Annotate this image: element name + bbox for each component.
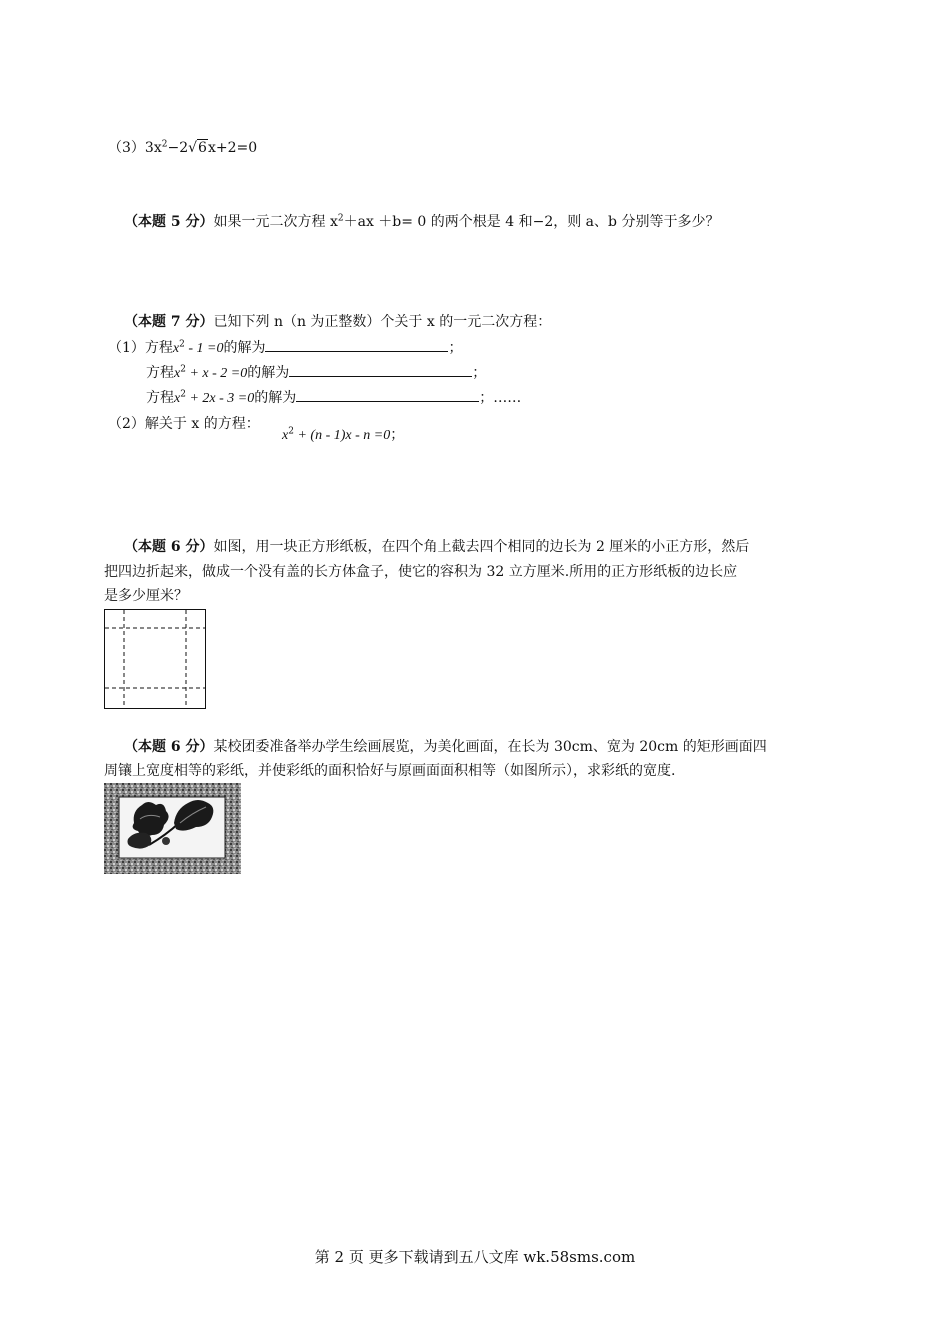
- sqrt-sign-icon: √: [188, 140, 198, 156]
- eq1-math-a: x: [172, 341, 180, 356]
- eq3-semicolon: ；: [479, 390, 494, 406]
- question-7pt-intro-text: 已知下列 n（n 为正整数）个关于 x 的一元二次方程：: [213, 314, 552, 330]
- eq4-math-b: + (n - 1)x - n =0: [293, 428, 391, 443]
- question-7pt-part2: [108, 414, 260, 434]
- eq1-math-b: - 1 =0: [184, 341, 224, 356]
- part-2-text: 解关于 x 的方程：: [144, 416, 260, 432]
- question-7pt-tag: （本题 7 分）: [124, 314, 214, 330]
- problem-3-coef: 2: [179, 140, 189, 156]
- question-7pt-eq1: [108, 337, 462, 359]
- problem-3-line: [108, 138, 257, 158]
- question-5pt-exponent: 2: [337, 213, 344, 224]
- eq3-answer-blank[interactable]: [296, 387, 479, 402]
- eq4-suffix: ；: [390, 427, 405, 443]
- page-footer: 第 2 页 更多下载请到五八文库 wk.58sms.com: [314, 1248, 636, 1266]
- eq1-suffix: 的解为: [223, 340, 266, 356]
- eq1-semicolon: ；: [448, 340, 463, 356]
- square-outline: [105, 610, 206, 709]
- question-5pt-text-a: 如果一元二次方程 x: [213, 214, 338, 230]
- eq4-exponent: 2: [288, 426, 294, 437]
- framed-painting-figure: [104, 783, 241, 874]
- eq2-exponent: 2: [180, 364, 186, 375]
- ellipsis: ……: [493, 390, 522, 406]
- eq2-math-b: + x - 2 =0: [185, 366, 248, 381]
- eq2-answer-blank[interactable]: [289, 362, 472, 377]
- bud-icon: [162, 837, 170, 845]
- question-box-tag: （本题 6 分）: [124, 539, 214, 555]
- question-painting-text-1: 某校团委准备举办学生绘画展览，为美化画面，在长为 30cm、宽为 20cm 的矩形画面四: [213, 739, 767, 755]
- cardboard-square-figure: [104, 609, 207, 710]
- question-painting-line2: [104, 761, 675, 781]
- eq2-semicolon: ；: [472, 365, 487, 381]
- problem-3-minus: −: [167, 140, 180, 156]
- eq3-suffix: 的解为: [254, 390, 297, 406]
- question-box-line2: [104, 562, 737, 582]
- eq2-suffix: 的解为: [247, 365, 290, 381]
- eq3-math-a: x: [174, 391, 181, 406]
- question-painting-text-2: 周镶上宽度相等的彩纸，并使彩纸的面积恰好与原画面面积相等（如图所示），求彩纸的宽度.: [104, 763, 676, 779]
- part-2-label: （2）: [108, 416, 145, 432]
- problem-3-expr-tail: x+2=0: [207, 140, 258, 156]
- question-box-text-1: 如图，用一块正方形纸板，在四个角上截去四个相同的边长为 2 厘米的小正方形，然后: [213, 539, 750, 555]
- question-box-line3: [104, 586, 188, 606]
- question-7pt-eq3: [146, 387, 521, 409]
- eq1-prefix: 方程: [144, 340, 173, 356]
- problem-3-expr-lead: 3x: [144, 140, 162, 156]
- question-7pt-intro: [124, 312, 551, 332]
- part-1-label: （1）: [108, 340, 145, 356]
- question-5pt-tag: （本题 5 分）: [124, 214, 214, 230]
- question-box-line1: [124, 537, 749, 557]
- question-5pt: [124, 212, 719, 232]
- eq2-prefix: 方程: [146, 365, 174, 381]
- eq4-math-a: x: [282, 428, 289, 443]
- eq3-prefix: 方程: [146, 390, 174, 406]
- question-7pt-eq2: [146, 362, 486, 384]
- eq2-math-a: x: [174, 366, 181, 381]
- problem-3-exponent: 2: [161, 139, 168, 150]
- question-painting-line1: [124, 737, 767, 757]
- problem-3-radicand: 6: [198, 140, 207, 156]
- eq1-answer-blank[interactable]: [265, 337, 448, 352]
- eq3-math-b: + 2x - 3 =0: [185, 391, 255, 406]
- question-painting-tag: （本题 6 分）: [124, 739, 214, 755]
- eq1-exponent: 2: [179, 339, 185, 350]
- question-box-text-2: 把四边折起来，做成一个没有盖的长方体盒子，使它的容积为 32 立方厘米.所用的正方形纸板的边长应: [104, 564, 738, 580]
- question-5pt-text-b: ＋ax ＋b= 0 的两个根是 4 和−2，则 a、b 分别等于多少？: [343, 214, 720, 230]
- question-box-text-3: 是多少厘米？: [104, 588, 188, 604]
- eq3-exponent: 2: [180, 389, 186, 400]
- question-7pt-eq4: [282, 425, 404, 446]
- problem-3-label: （3）: [108, 140, 145, 156]
